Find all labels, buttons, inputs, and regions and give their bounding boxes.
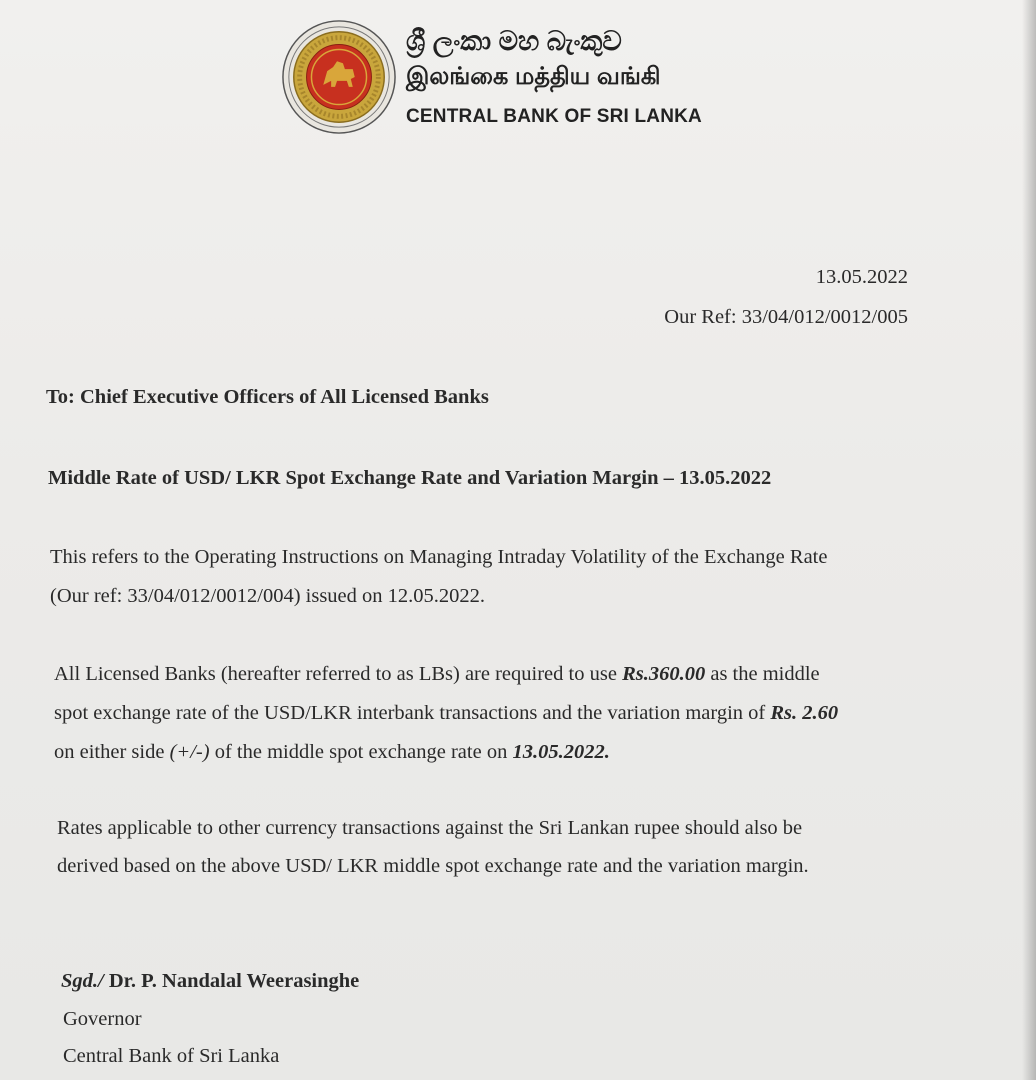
page-edge-shadow (1022, 0, 1036, 1080)
paragraph-3-line-2: derived based on the above USD/ LKR middle spot exchange rate and the variation margin. (57, 855, 809, 877)
our-reference: Our Ref: 33/04/012/0012/005 (664, 306, 908, 328)
middle-rate-value: Rs.360.00 (622, 663, 706, 685)
p2-text: spot exchange rate of the USD/LKR interbank transactions and the variation margin of (54, 702, 771, 724)
variation-margin-value: Rs. 2.60 (770, 702, 839, 724)
p2-text: All Licensed Banks (hereafter referred to as LBs) are required to use (54, 663, 623, 685)
paragraph-2-line-2 (54, 702, 838, 725)
central-bank-seal-icon (280, 18, 398, 136)
p2-text: on either side (54, 741, 170, 763)
bank-name-tamil: இலங்கை மத்திய வங்கி (406, 63, 661, 90)
signatory-title: Governor (63, 1008, 142, 1030)
letter-date: 13.05.2022 (815, 266, 908, 288)
bank-name-english: CENTRAL BANK OF SRI LANKA (406, 106, 702, 127)
p2-text: as the middle (705, 663, 820, 685)
effective-date: 13.05.2022. (512, 741, 610, 763)
sgd-mark: Sgd./ (61, 970, 104, 992)
signatory-name: Dr. P. Nandalal Weerasinghe (103, 970, 360, 992)
signature-name (61, 970, 359, 993)
paragraph-2-line-1 (54, 663, 820, 686)
paragraph-3-line-1: Rates applicable to other currency transactions against the Sri Lankan rupee should also be (57, 817, 803, 839)
paragraph-2-line-3 (54, 741, 610, 764)
signatory-organization: Central Bank of Sri Lanka (63, 1045, 280, 1067)
addressee: To: Chief Executive Officers of All Licensed Banks (46, 386, 489, 408)
subject-line: Middle Rate of USD/ LKR Spot Exchange Rate and Variation Margin – 13.05.2022 (48, 467, 772, 489)
plus-minus-note: (+/-) (169, 741, 210, 763)
bank-name-sinhala: ශ්‍රී ලංකා මහ බැංකුව (406, 26, 622, 56)
paragraph-1-line-1: This refers to the Operating Instructions on Managing Intraday Volatility of the Exchange Rate (50, 546, 828, 568)
p2-text: of the middle spot exchange rate on (209, 741, 513, 763)
paragraph-1-line-2: (Our ref: 33/04/012/0012/004) issued on 12.05.2022. (50, 585, 486, 607)
